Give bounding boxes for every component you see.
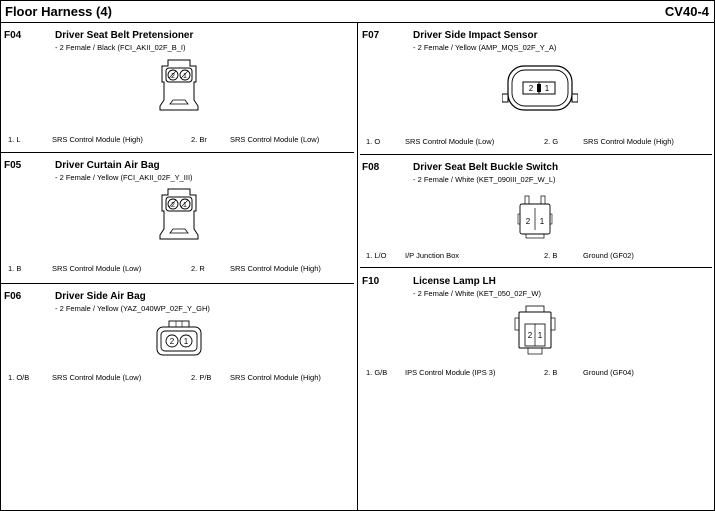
connector-spec: - 2 Female / Yellow (YAZ_040WP_02F_Y_GH) [55,304,210,313]
pin-1-label: 1 [183,73,187,80]
section-f07 [362,30,712,152]
connector-name: License Lamp LH [413,276,496,287]
pin-1-number: 1. G/B [366,368,388,377]
section-f10 [362,276,712,386]
divider-f04-f05 [0,152,354,153]
divider-f07-f08 [360,154,712,155]
pin-2-desc: Ground (GF04) [583,368,634,377]
pin-1-desc: SRS Control Module (Low) [52,373,142,382]
connector-id: F10 [362,276,380,287]
divider-f08-f10 [360,267,712,268]
pin-1-desc: IPS Control Module (IPS 3) [405,368,496,377]
pin-row [8,373,354,383]
page-title: Floor Harness (4) [5,4,112,19]
pin-2-desc: SRS Control Module (Low) [230,135,320,144]
pin-2-number: 2. B [544,251,558,260]
connector-spec: - 2 Female / White (KET_050_02F_W) [413,289,541,298]
pin-row [366,368,712,378]
section-f05 [4,160,354,280]
pin-1-number: 1. B [8,264,22,273]
pin-2-desc: SRS Control Module (High) [230,373,321,382]
section-f08 [362,162,712,266]
pin-2-label: 2 [171,73,175,80]
pin-2-number: 2. R [191,264,205,273]
connector-f08-diagram [517,194,553,240]
connector-name: Driver Side Air Bag [55,291,146,302]
connector-id: F07 [362,30,380,41]
pin-2-label: 2 [171,202,175,209]
connector-id: F06 [4,291,22,302]
pin-1-number: 1. O/B [8,373,30,382]
pin-2-number: 2. B [544,368,558,377]
section-f06 [4,291,354,411]
pin-1-number: 1. L/O [366,251,387,260]
connector-id: F05 [4,160,22,171]
pin-row [8,135,354,145]
connector-name: Driver Seat Belt Buckle Switch [413,162,559,173]
pin-2-desc: SRS Control Module (High) [230,264,321,273]
divider-f05-f06 [0,283,354,284]
pin-2-label: 2 [169,337,175,346]
connector-spec: - 2 Female / Yellow (FCI_AKII_02F_Y_III) [55,173,193,182]
pin-1-desc: SRS Control Module (High) [52,135,143,144]
connector-f07-diagram [502,64,578,112]
pin-2-desc: SRS Control Module (High) [583,137,674,146]
connector-f10-diagram [514,304,556,356]
pin-1-number: 1. O [366,137,381,146]
pin-2-number: 2. P/B [191,373,212,382]
connector-id: F04 [4,30,22,41]
pin-1-desc: SRS Control Module (Low) [405,137,495,146]
connector-spec: - 2 Female / White (KET_090III_02F_W_L) [413,175,556,184]
pin-2-label: 2 [527,331,533,340]
section-f04 [4,30,354,150]
page-code: CV40-4 [664,4,709,19]
column-divider [357,22,358,511]
page-header [0,0,715,23]
pin-2-number: 2. Br [191,135,207,144]
pin-1-label: 1 [183,337,189,346]
connector-f04-diagram [156,58,202,112]
pin-row [366,251,712,261]
pin-2-number: 2. G [544,137,559,146]
connector-name: Driver Curtain Air Bag [55,160,160,171]
pin-row [8,264,354,274]
pin-1-label: 1 [539,217,545,226]
pin-1-desc: SRS Control Module (Low) [52,264,142,273]
connector-f05-diagram [156,187,202,241]
pin-row [366,137,712,147]
pin-1-number: 1. L [8,135,21,144]
connector-f06-diagram [154,319,204,357]
pin-1-label: 1 [183,202,187,209]
pin-1-label: 1 [544,84,550,93]
pin-1-label: 1 [537,331,543,340]
connector-id: F08 [362,162,380,173]
pin-2-desc: Ground (GF02) [583,251,634,260]
pin-1-desc: I/P Junction Box [405,251,460,260]
pin-2-label: 2 [525,217,531,226]
connector-name: Driver Seat Belt Pretensioner [55,30,194,41]
pin-2-label: 2 [528,84,534,93]
connector-name: Driver Side Impact Sensor [413,30,538,41]
connector-spec: - 2 Female / Black (FCI_AKII_02F_B_I) [55,43,186,52]
connector-spec: - 2 Female / Yellow (AMP_MQS_02F_Y_A) [413,43,557,52]
